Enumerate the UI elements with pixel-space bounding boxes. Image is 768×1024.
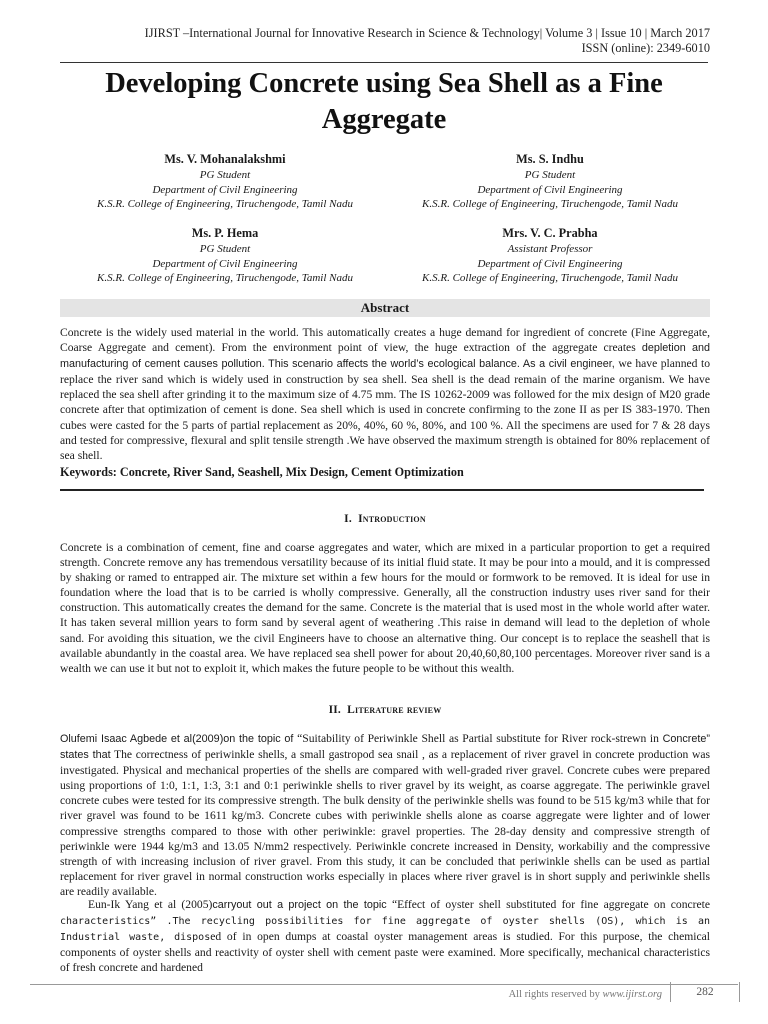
literature-text-part: Eun-Ik Yang et al (2005) bbox=[88, 898, 213, 911]
section-heading-literature-review bbox=[60, 703, 710, 718]
author-institution: K.S.R. College of Engineering, Tiruchengode, Tamil Nadu bbox=[422, 272, 678, 284]
section-title: Literature review bbox=[347, 704, 442, 716]
abstract-text bbox=[60, 325, 710, 463]
author-department: Department of Civil Engineering bbox=[477, 183, 623, 196]
author-institution: K.S.R. College of Engineering, Tiruchengode, Tamil Nadu bbox=[97, 198, 353, 210]
abstract-text-part: we have planned to replace the river sand which is widely used in construction by sea shell. Sea shell is the dead remain of the marine organism. We have replaced the sea shell after grinding it to the maximum size of 4.75 mm. The IS 10262-2009 was followed for the mix design of M20 grade concrete after that optimization of cement is done. Sea shell which is used in concrete confirming to the zone II as per IS 383-1970. Then cubes were casted for the 5 parts of partial replacement as 20%, 40%, 60 %, 80%, and 100 %. All the specimens are used for 7 & 28 days and tested for compressive, flexural and split tensile strength .We have observed the maximum strength is obtained for 80% replacement of sea shell. bbox=[60, 357, 710, 462]
footer-site-link[interactable]: www.ijirst.org bbox=[602, 989, 662, 1000]
abstract-text-part: Concrete is the widely used material in the world. This automatically creates a huge demand for ingredient of concrete (Fine Aggregate, Coarse Aggregate and cement). From the environment point of view, the huge extraction of the aggregate creates bbox=[60, 326, 710, 355]
section-numeral: I. bbox=[344, 513, 352, 525]
literature-text-part: “Effect of oyster shell substituted for fine aggregate on concrete bbox=[386, 898, 711, 911]
literature-text-part: Concrete” states that bbox=[60, 733, 710, 762]
author-role: PG Student bbox=[199, 169, 251, 181]
footer-rule bbox=[30, 984, 738, 985]
author-role: PG Student bbox=[524, 169, 576, 181]
abstract-heading: Abstract bbox=[60, 299, 710, 317]
header-rule bbox=[60, 62, 708, 63]
author-institution: K.S.R. College of Engineering, Tiruchengode, Tamil Nadu bbox=[97, 272, 353, 284]
author-institution: K.S.R. College of Engineering, Tiruchengode, Tamil Nadu bbox=[422, 198, 678, 210]
footer-rights bbox=[380, 988, 662, 1002]
author-department: Department of Civil Engineering bbox=[477, 257, 623, 270]
footer-rights-label: All rights reserved by bbox=[508, 989, 603, 1000]
author-name: Mrs. V. C. Prabha bbox=[502, 226, 598, 240]
author-card bbox=[60, 226, 390, 286]
author-role: PG Student bbox=[199, 243, 251, 255]
section-title: Introduction bbox=[358, 513, 426, 525]
introduction-paragraph: Concrete is a combination of cement, fine and coarse aggregates and water, which are mixed in a particular proportion to get a required strength. Concrete remove any has tremendous versatility because of its initial fluid state. It may be pour into a mould, and it is compressed by shaking or ramed to entrapped air. The mixture set within a few hours for the mould or formwork to be removed. It is ideal for use in foundation where the load that is to be carried is wholly compressive. Generally, all the construction industry uses river sand for their construction. This automatically creates the demand for the same. Concrete is the material that is used most in the whole world after water. It has taken several million years to form sand by several agent of weathering .This raise in demand will lead to the depletion of whole sand. For avoiding this situation, we the civil Engineers have to choose an alternative thing. Our concept is to replace the seashell that is available abundantly in the coastal area. We have replaced sea shell power for about 20,40,60,80,100 percentages. Moreover river sand is a wealth we can use it but not to exploit it, which makes the future people to be without this wealth. bbox=[60, 541, 710, 675]
literature-paragraph bbox=[60, 731, 710, 899]
author-name: Ms. S. Indhu bbox=[516, 152, 584, 166]
author-name: Ms. V. Mohanalakshmi bbox=[164, 152, 286, 166]
section-heading-introduction bbox=[60, 512, 710, 527]
author-card bbox=[60, 152, 390, 212]
abstract-text-part: depletion and manufacturing of cement causes pollution. This scenario affects the world’s ecological balance. As a civil engineer, bbox=[60, 342, 711, 371]
literature-text-part: carryout out a project on the topic bbox=[212, 899, 387, 911]
journal-header bbox=[50, 26, 710, 56]
author-department: Department of Civil Engineering bbox=[152, 183, 298, 196]
issn-line: ISSN (online): 2349-6010 bbox=[581, 41, 710, 55]
abstract-rule bbox=[60, 489, 704, 491]
author-department: Department of Civil Engineering bbox=[152, 257, 298, 270]
journal-citation: IJIRST –International Journal for Innovative Research in Science & Technology| Volume 3 | Issue 10 | March 2017 bbox=[144, 26, 710, 40]
page-number: 282 bbox=[670, 982, 740, 1002]
literature-text-part: “Suitability of Periwinkle Shell as Partial substitute for River rock-strewn in bbox=[297, 732, 663, 745]
author-name: Ms. P. Hema bbox=[191, 226, 259, 240]
literature-text-part: characteristics” .The recycling possibilities for fine aggregate of oyster shells (OS), which is an Industrial waste, dispos bbox=[60, 916, 710, 944]
literature-text-part: The correctness of periwinkle shells, a small gastropod sea snail , as a replacement of river gravel in concrete production was investigated. Physical and mechanical properties of the shells are compared with well-graded river gravel. Concrete cubes were prepared using proportions of 1:0, 1:1, 1:3, 3:1 and 0:1 periwinkle shells to river gravel by its weight, as coarse aggregate. The periwinkle gravel concrete cubes were tested for its compressive strength. The bulk density of the periwinkle shells was found to be 515 kg/m3 while that for river gravel was found to be 1611 kg/m3. Concrete cubes with periwinkle shells alone as coarse aggregate were lighter and of lower compressive strengths compared to those with other periwinkle: gravel properties. The 28-day density and compressive strength of periwinkle were 1944 kg/m3 and 13.05 N/mm2 respectively. Periwinkle concrete increased in Density, workabiliy and the compressive strength of with increasing inclusion of river gravel. From this study, it can be concluded that periwinkle shells can be used as partial replacement for river gravel in normal construction works especially in places where river gravel is in short supply and periwinkle shells are readily available. bbox=[60, 748, 710, 898]
section-numeral: II. bbox=[328, 704, 341, 716]
author-card bbox=[385, 152, 715, 212]
literature-paragraph bbox=[60, 897, 710, 975]
paper-title: Developing Concrete using Sea Shell as a Fine Aggregate bbox=[105, 68, 663, 135]
literature-text-part: Olufemi Isaac Agbede et al(2009)on the topic of bbox=[60, 733, 298, 745]
literature-text-part: ed of in open dumps at coastal oyster management areas is studied. For this purpose, the chemical components of oyster shells and reactivity of oyster shell with cement paste were examined. More specifically, mechanical characteristics of fresh concrete and hardened bbox=[60, 930, 710, 975]
author-role: Assistant Professor bbox=[507, 243, 593, 255]
author-card bbox=[385, 226, 715, 286]
keywords-line: Keywords: Concrete, River Sand, Seashell, Mix Design, Cement Optimization bbox=[60, 465, 464, 479]
